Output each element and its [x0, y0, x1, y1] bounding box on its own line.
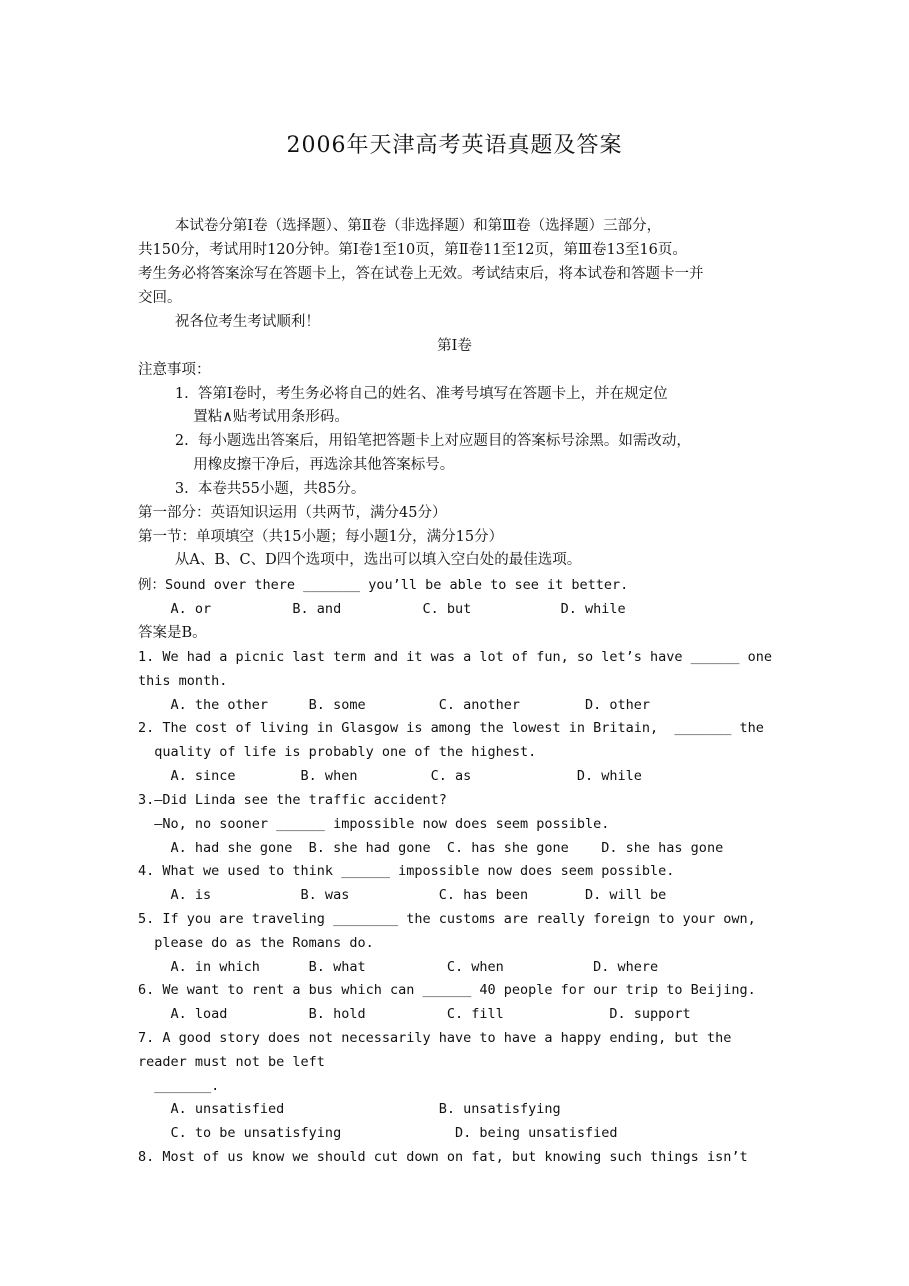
example-answer: 答案是B。: [138, 625, 207, 641]
question-line: 5. If you are traveling ________ the customs are really foreign to your own,: [138, 911, 756, 927]
question-line: —No, no sooner ______ impossible now does seem possible.: [138, 816, 610, 832]
question-options: C. to be unsatisfying D. being unsatisfied: [138, 1125, 618, 1141]
document-title: 2006年天津高考英语真题及答案: [286, 133, 623, 158]
intro-line: 交回。: [138, 290, 182, 306]
question-line: this month.: [138, 673, 228, 689]
intro-line: 本试卷分第Ⅰ卷（选择题）、第Ⅱ卷（非选择题）和第Ⅲ卷（选择题）三部分，: [138, 218, 662, 234]
question-line: reader must not be left: [138, 1054, 325, 1070]
question-options: A. load B. hold C. fill D. support: [138, 1006, 691, 1022]
question-line: quality of life is probably one of the highest.: [138, 744, 537, 760]
example-question: 例：Sound over there _______ you’ll be able to see it better.: [138, 577, 629, 593]
question-line: 4. What we used to think ______ impossible now does seem possible.: [138, 863, 675, 879]
note-item: 2. 每小题选出答案后，用铅笔把答题卡上对应题目的答案标号涂黑。如需改动，: [138, 433, 691, 449]
question-options: A. had she gone B. she had gone C. has she gone D. she has gone: [138, 840, 724, 856]
section-heading: 第一节：单项填空（共15小题；每小题1分，满分15分）: [138, 529, 504, 545]
question-line: _______.: [138, 1078, 220, 1094]
example-options: A. or B. and C. but D. while: [138, 601, 626, 617]
instruction: 从A、B、C、D四个选项中，选出可以填入空白处的最佳选项。: [138, 552, 582, 568]
part-heading: 第一部分：英语知识运用（共两节，满分45分）: [138, 505, 447, 521]
question-line: 2. The cost of living in Glasgow is among the lowest in Britain, _______ the: [138, 720, 764, 736]
volume-heading: 第Ⅰ卷: [437, 338, 472, 354]
question-line: 6. We want to rent a bus which can ______ 40 people for our trip to Beijing.: [138, 982, 756, 998]
question-line: please do as the Romans do.: [138, 935, 374, 951]
question-options: A. is B. was C. has been D. will be: [138, 887, 667, 903]
question-line: 1. We had a picnic last term and it was a lot of fun, so let’s have ______ one: [138, 649, 772, 665]
intro-line: 考生务必将答案涂写在答题卡上，答在试卷上无效。考试结束后，将本试卷和答题卡一并: [138, 266, 704, 282]
question-options: A. in which B. what C. when D. where: [138, 959, 659, 975]
notes-heading: 注意事项：: [138, 362, 211, 378]
question-line: 8. Most of us know we should cut down on fat, but knowing such things isn’t: [138, 1149, 748, 1165]
question-options: A. the other B. some C. another D. other: [138, 697, 651, 713]
question-options: A. unsatisfied B. unsatisfying: [138, 1101, 561, 1117]
good-luck-line: 祝各位考生考试顺利！: [138, 314, 320, 330]
question-line: 3.—Did Linda see the traffic accident?: [138, 792, 447, 808]
note-item: 3. 本卷共55小题，共85分。: [138, 481, 366, 497]
note-item-continued: 置粘∧贴考试用条形码。: [138, 409, 349, 425]
note-item: 1. 答第Ⅰ卷时，考生务必将自己的姓名、准考号填写在答题卡上，并在规定位: [138, 386, 668, 402]
intro-line: 共150分，考试用时120分钟。第Ⅰ卷1至10页，第Ⅱ卷11至12页，第Ⅲ卷13至16页。: [138, 242, 687, 258]
note-item-continued: 用橡皮擦干净后，再选涂其他答案标号。: [138, 457, 455, 473]
question-options: A. since B. when C. as D. while: [138, 768, 642, 784]
question-line: 7. A good story does not necessarily have to have a happy ending, but the: [138, 1030, 732, 1046]
